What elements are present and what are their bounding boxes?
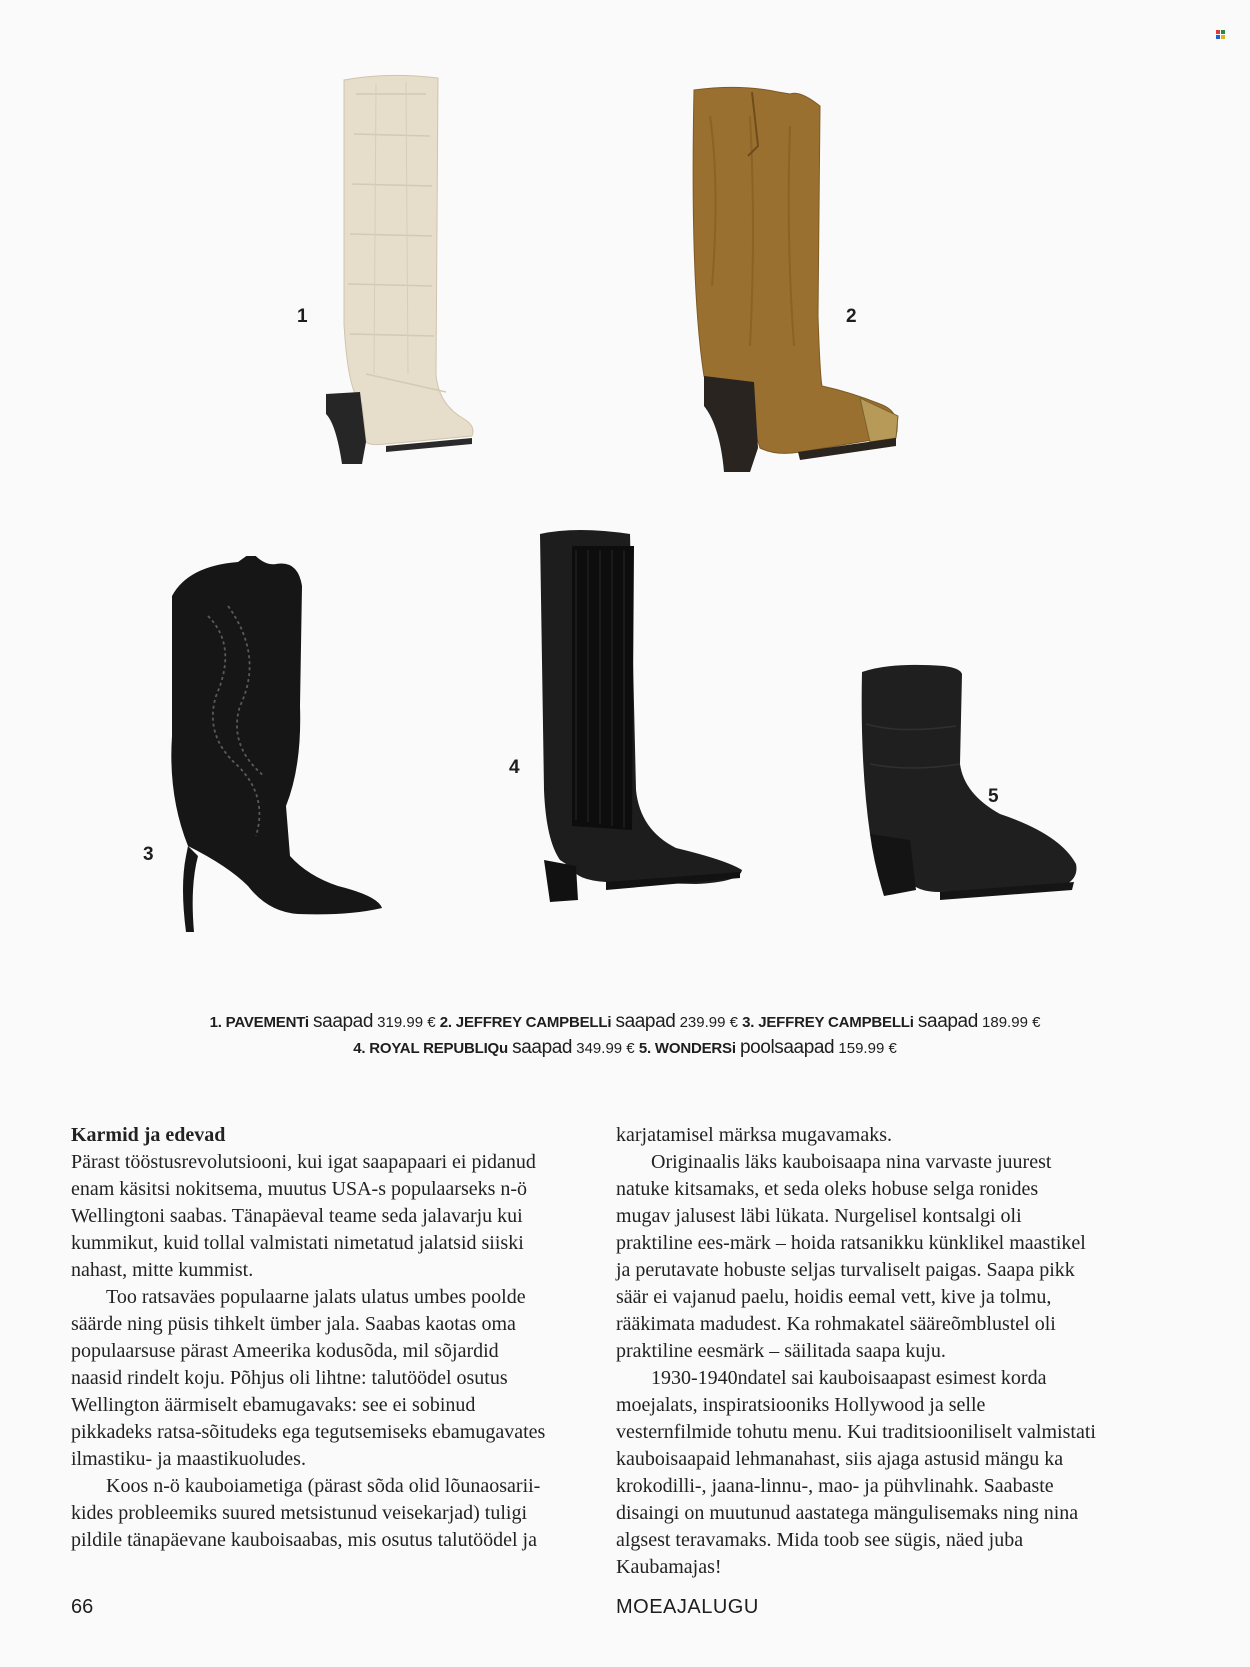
article-left-column <box>71 1122 551 1554</box>
caption-price: 239.99 € <box>679 1014 738 1031</box>
caption-price: 159.99 € <box>838 1040 897 1057</box>
article-paragraph: Originaalis läks kauboisaapa nina varvaste juurest natuke kitsamaks, et seda oleks hobuse selga ronides mugav jalusest läbi lükata. Nurgelisel kontsalgi oli praktiline ees-märk – hoida ratsanikku künklikel maastikel ja perutavate hobuste seljas turvaliselt paigas. Saapa pikk säär ei vajanud paelu, hoidis eemal vett, kive ja tolmu, rääkimata madudest. Ka rohmakatel sääreõmblustel oli praktiline eesmärk – säilitada saapa kuju. <box>616 1151 1086 1362</box>
caption-line-1 <box>0 1011 1250 1033</box>
article-paragraph: Too ratsaväes populaarne jalats ulatus umbes poolde säärde ning püsis tihkelt ümber jala. Saabas kaotas oma populaarsuse pärast Ameerika kodusõda, mil sõjardid naasid rindelt koju. Põhjus oli lihtne: talutöödel osutus Wellington äärmiselt ebamugavaks: see ei sobinud pikkadeks ratsa-sõitudeks ega tegutsemiseks ebamugavates ilmastiku- ja maastikuoludes. <box>71 1286 546 1470</box>
product-captions <box>0 1011 1250 1059</box>
product-number-1: 1 <box>297 306 308 327</box>
product-number-4: 4 <box>509 757 520 778</box>
product-number-2: 2 <box>846 306 857 327</box>
article-paragraph: Pärast tööstusrevolutsiooni, kui igat saapapaari ei pidanud enam käsitsi nokitsema, muutus USA-s populaarseks n-ö Wellingtoni saabas. Tänapäeval teame seda jalavarju kui kummikut, kuid tollal valmistati nimetatud jalatsid siiski nahast, mitte kummist. <box>71 1151 536 1281</box>
caption-brand: 1. PAVEMENTi <box>209 1014 309 1031</box>
caption-line-2 <box>0 1037 1250 1059</box>
page-number: 66 <box>71 1596 94 1618</box>
caption-brand: 3. JEFFREY CAMPBELLi <box>742 1014 914 1031</box>
caption-item: saapad <box>615 1011 676 1032</box>
caption-item: poolsaapad <box>739 1037 835 1058</box>
article-paragraph: Koos n-ö kauboiametiga (pärast sõda olid lõunaosarii-kides probleemiks suured metsistunud veisekarjad) tuligi pildile tänapäevane kauboisaabas, mis osutus talutöödel ja <box>71 1475 541 1551</box>
caption-brand: 2. JEFFREY CAMPBELLi <box>439 1014 612 1031</box>
tan-suede-western-boot-icon <box>690 86 902 472</box>
corner-color-mark-icon <box>1216 30 1226 40</box>
article-right-column <box>616 1122 1096 1581</box>
product-number-3: 3 <box>143 844 154 865</box>
article-heading: Karmid ja edevad <box>71 1124 226 1146</box>
product-number-5: 5 <box>988 786 999 807</box>
article-paragraph: 1930-1940ndatel sai kauboisaapast esimest korda moejalats, inspiratsiooniks Hollywood ja selle vesternfilmide tohutu menu. Kui traditsiooniliselt valmistati kauboisaapaid lehmanahast, siis ajaga astusid mängu ka krokodilli-, jaana-linnu-, mao- ja pühvlinahk. Saabaste disaingi on muutunud aastatega mängulisemaks ning nina algsest teravamaks. Mida toob see sügis, näed juba Kaubamajas! <box>616 1367 1096 1578</box>
caption-brand: 4. ROYAL REPUBLIQu <box>353 1040 508 1057</box>
caption-price: 349.99 € <box>576 1040 635 1057</box>
caption-item: saapad <box>313 1011 373 1032</box>
black-leather-knee-boot-icon <box>536 530 746 910</box>
caption-price: 189.99 € <box>982 1014 1041 1031</box>
caption-item: saapad <box>512 1037 573 1058</box>
caption-price: 319.99 € <box>377 1014 436 1031</box>
caption-item: saapad <box>917 1011 978 1032</box>
caption-brand: 5. WONDERSi <box>638 1040 736 1057</box>
article-paragraph: karjatamisel märksa mugavamaks. <box>616 1124 893 1146</box>
black-suede-stiletto-cowboy-boot-icon <box>168 556 388 932</box>
black-ankle-boot-icon <box>860 664 1082 916</box>
section-label: MOEAJALUGU <box>616 1596 759 1618</box>
cream-croc-knee-boot-icon <box>326 74 476 464</box>
